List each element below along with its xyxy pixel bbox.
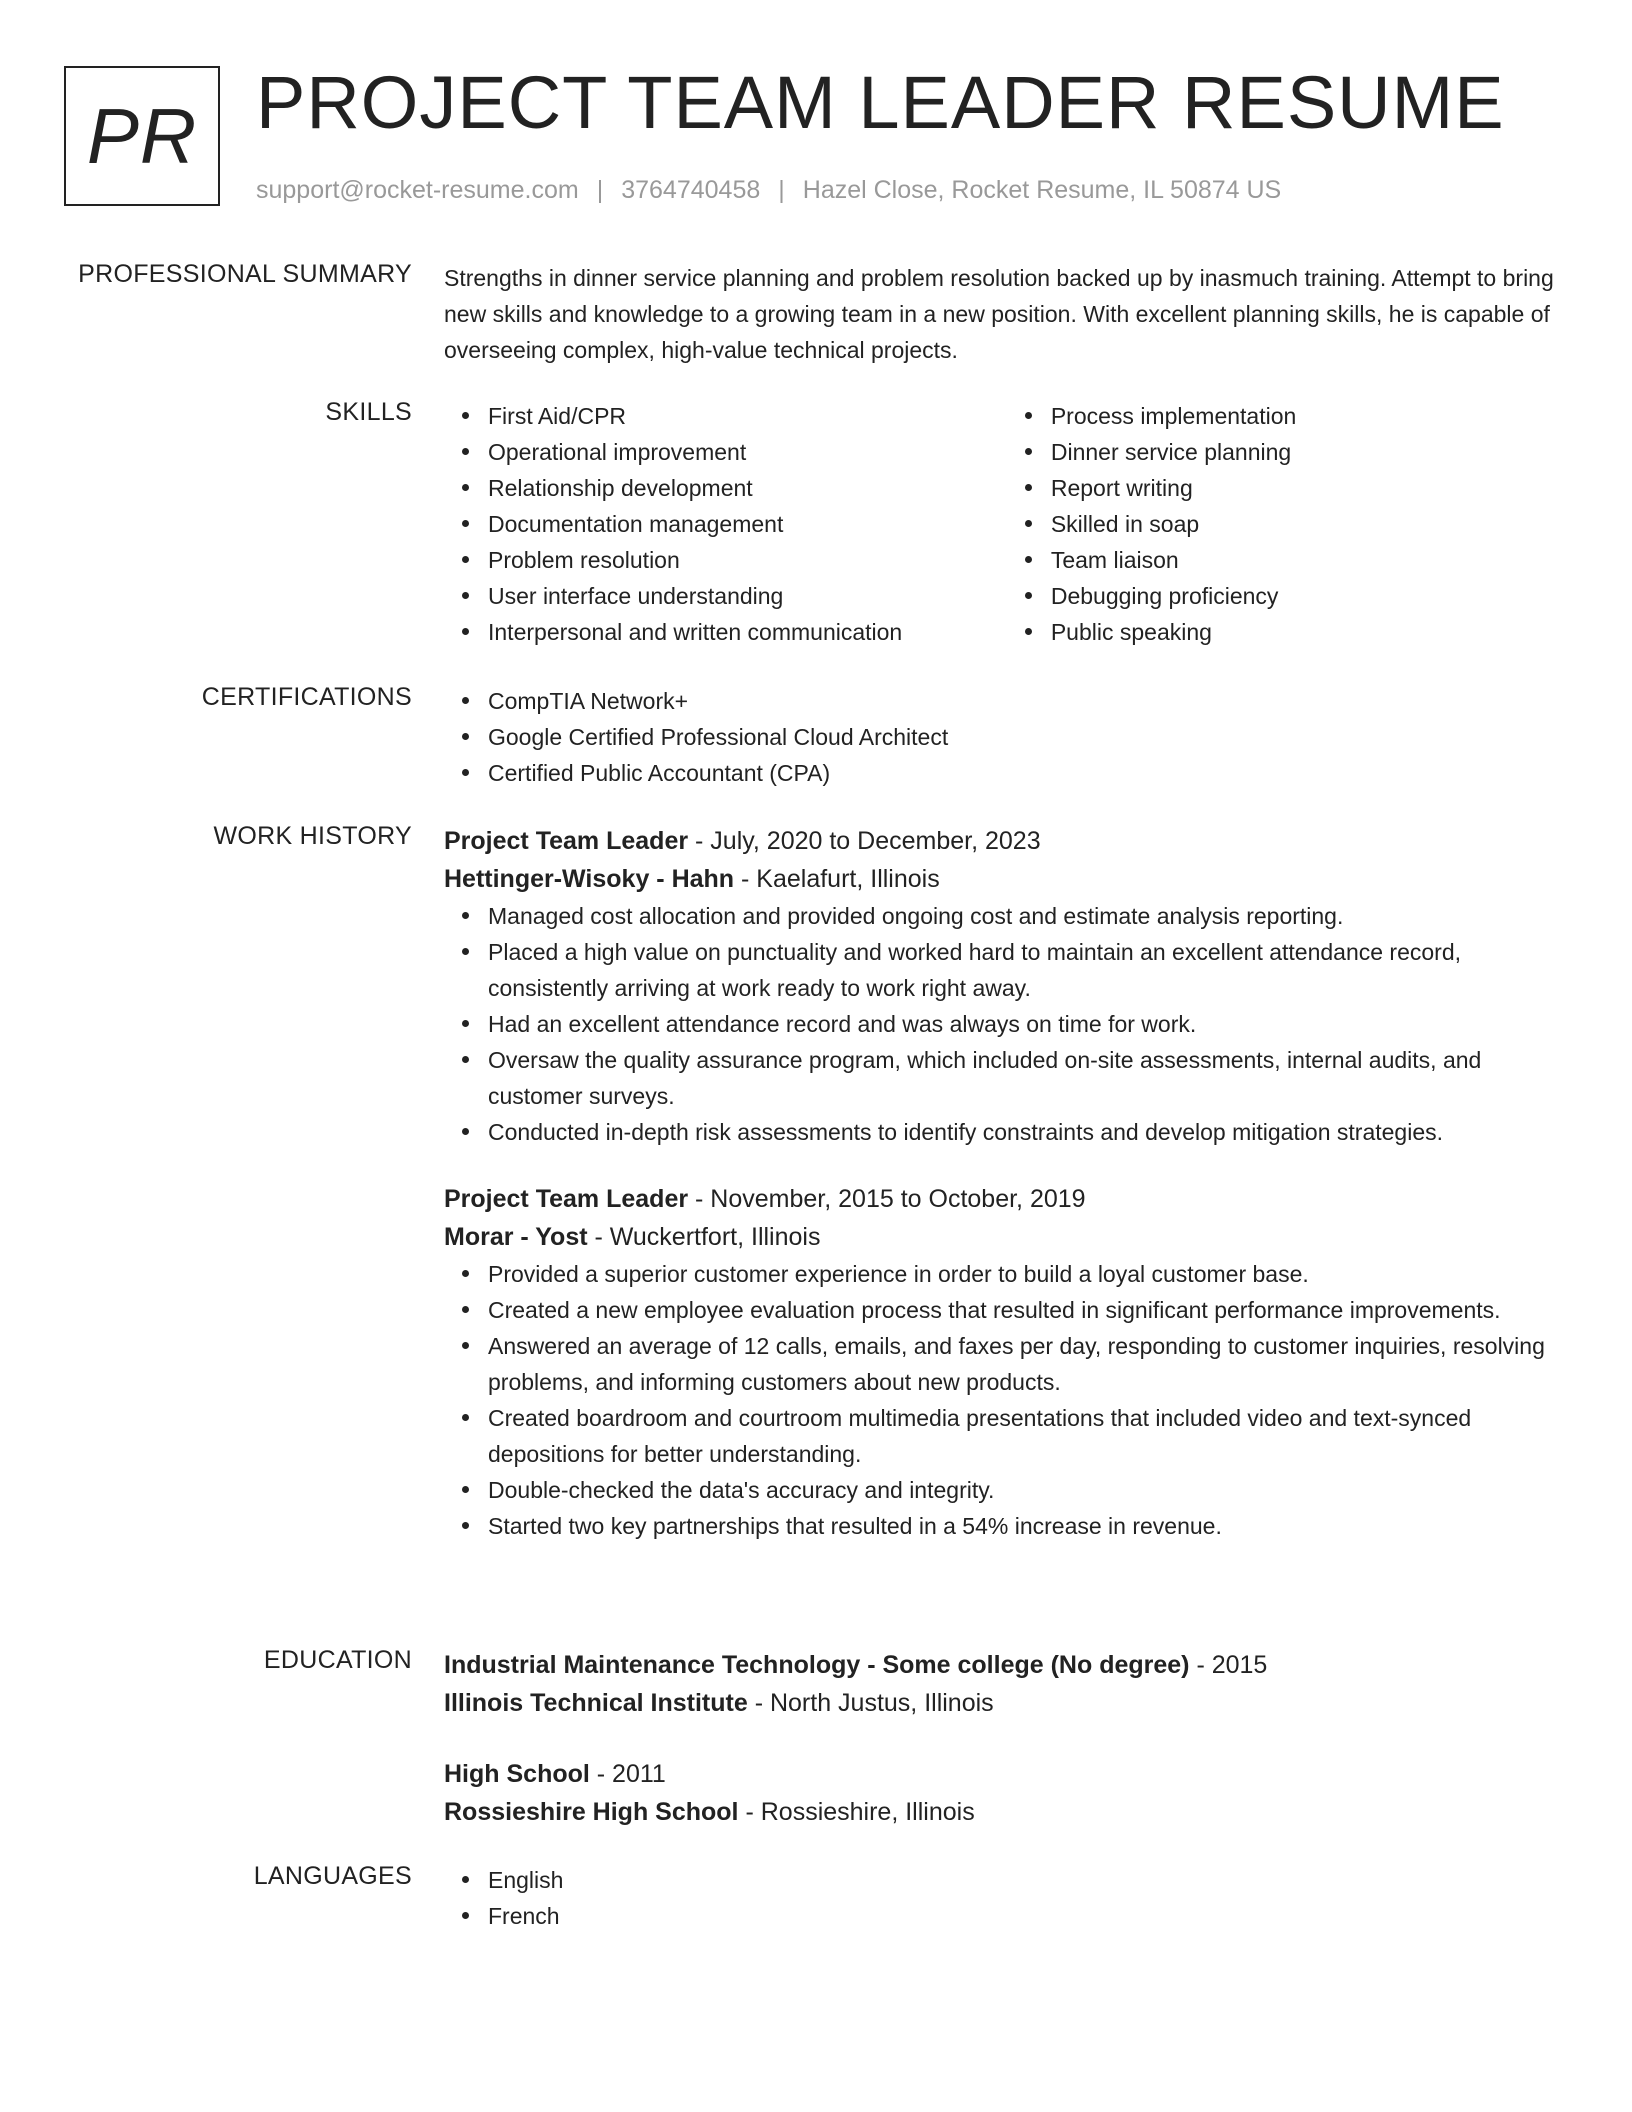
education-year: - 2011 [589, 1760, 666, 1788]
skill-item: Operational improvement [488, 434, 1007, 470]
job-bullet: Created boardroom and courtroom multimedia presentations that included video and text-synced depositions for better understanding. [488, 1400, 1564, 1472]
job-bullet: Double-checked the data's accuracy and integrity. [488, 1472, 1564, 1508]
resume-title: PROJECT TEAM LEADER RESUME [256, 61, 1505, 144]
education-location: - North Justus, Illinois [747, 1689, 994, 1717]
job-company-line [444, 1218, 1564, 1256]
job-entry [444, 1180, 1564, 1544]
job-bullet: Conducted in-depth risk assessments to identify constraints and develop mitigation strategies. [488, 1114, 1564, 1150]
skill-item: User interface understanding [488, 578, 1007, 614]
education-location: - Rossieshire, Illinois [738, 1798, 975, 1826]
education-degree: High School [444, 1760, 590, 1788]
job-bullet: Oversaw the quality assurance program, which included on-site assessments, internal audits, and customer surveys. [488, 1042, 1564, 1114]
contact-phone: 3764740458 [621, 176, 761, 204]
certification-item: CompTIA Network+ [488, 683, 1564, 719]
job-company: Morar - Yost [444, 1223, 588, 1251]
job-title: Project Team Leader [444, 1185, 689, 1213]
job-entry [444, 822, 1564, 1150]
education-entry [444, 1646, 1564, 1722]
skill-item: Team liaison [1051, 542, 1564, 578]
languages-label: LANGUAGES [253, 1862, 412, 1890]
skill-item: Relationship development [488, 470, 1007, 506]
education-school-line [444, 1793, 1564, 1831]
education-degree-line [444, 1646, 1564, 1684]
job-location: - Wuckertfort, Illinois [587, 1223, 821, 1251]
skills-list-left [444, 398, 1007, 650]
summary-text: Strengths in dinner service planning and problem resolution backed up by inasmuch training. Attempt to bring new skills and knowledge to a growing team in a new position. With excellent planning skills, he is capable of overseeing complex, high-value technical projects. [444, 265, 1554, 363]
skill-item: Debugging proficiency [1051, 578, 1564, 614]
language-item: French [488, 1898, 1564, 1934]
job-bullet: Placed a high value on punctuality and worked hard to maintain an excellent attendance record, consistently arriving at work ready to work right away. [488, 934, 1564, 1006]
education-school: Illinois Technical Institute [444, 1689, 748, 1717]
job-bullet: Started two key partnerships that resulted in a 54% increase in revenue. [488, 1508, 1564, 1544]
skill-item: Public speaking [1051, 614, 1564, 650]
education-degree-line [444, 1755, 1564, 1793]
education-degree: Industrial Maintenance Technology - Some college (No degree) [444, 1651, 1190, 1679]
certification-item: Google Certified Professional Cloud Architect [488, 719, 1564, 755]
language-item: English [488, 1862, 1564, 1898]
languages-list [444, 1862, 1564, 1934]
monogram-box [64, 66, 220, 206]
contact-email: support@rocket-resume.com [256, 176, 579, 204]
skills-label: SKILLS [325, 398, 412, 426]
job-bullet: Provided a superior customer experience in order to build a loyal customer base. [488, 1256, 1564, 1292]
certification-item: Certified Public Accountant (CPA) [488, 755, 1564, 791]
skill-item: Interpersonal and written communication [488, 614, 1007, 650]
skill-item: Process implementation [1051, 398, 1564, 434]
education-year: - 2015 [1189, 1651, 1268, 1679]
job-dates: - November, 2015 to October, 2019 [688, 1185, 1086, 1213]
skill-item: Problem resolution [488, 542, 1007, 578]
job-bullet: Answered an average of 12 calls, emails, and faxes per day, responding to customer inquiries, resolving problems, and informing customers about new products. [488, 1328, 1564, 1400]
education-school: Rossieshire High School [444, 1798, 739, 1826]
monogram-initials: PR [86, 91, 198, 180]
job-title-line [444, 822, 1564, 860]
job-company-line [444, 860, 1564, 898]
job-title-line [444, 1180, 1564, 1218]
job-bullets [444, 1256, 1564, 1544]
education-entry [444, 1755, 1564, 1831]
job-location: - Kaelafurt, Illinois [734, 865, 940, 893]
job-bullets [444, 898, 1564, 1150]
skill-item: First Aid/CPR [488, 398, 1007, 434]
job-bullet: Managed cost allocation and provided ongoing cost and estimate analysis reporting. [488, 898, 1564, 934]
job-dates: - July, 2020 to December, 2023 [688, 827, 1041, 855]
education-label: EDUCATION [263, 1646, 412, 1674]
contact-address: Hazel Close, Rocket Resume, IL 50874 US [802, 176, 1282, 204]
certifications-label: CERTIFICATIONS [201, 683, 412, 711]
summary-label: PROFESSIONAL SUMMARY [78, 260, 412, 288]
job-bullet: Had an excellent attendance record and was always on time for work. [488, 1006, 1564, 1042]
job-title: Project Team Leader [444, 827, 689, 855]
contact-line [256, 176, 1281, 205]
contact-separator: | [778, 176, 785, 204]
certifications-list [444, 683, 1564, 791]
contact-separator: | [596, 176, 604, 204]
skill-item: Report writing [1051, 470, 1564, 506]
skills-list-right [1007, 398, 1564, 650]
skill-item: Documentation management [488, 506, 1007, 542]
job-company: Hettinger-Wisoky - Hahn [444, 865, 735, 893]
education-school-line [444, 1684, 1564, 1722]
skill-item: Skilled in soap [1051, 506, 1564, 542]
skill-item: Dinner service planning [1051, 434, 1564, 470]
work-history-label: WORK HISTORY [213, 822, 412, 850]
job-bullet: Created a new employee evaluation process that resulted in significant performance improvements. [488, 1292, 1564, 1328]
